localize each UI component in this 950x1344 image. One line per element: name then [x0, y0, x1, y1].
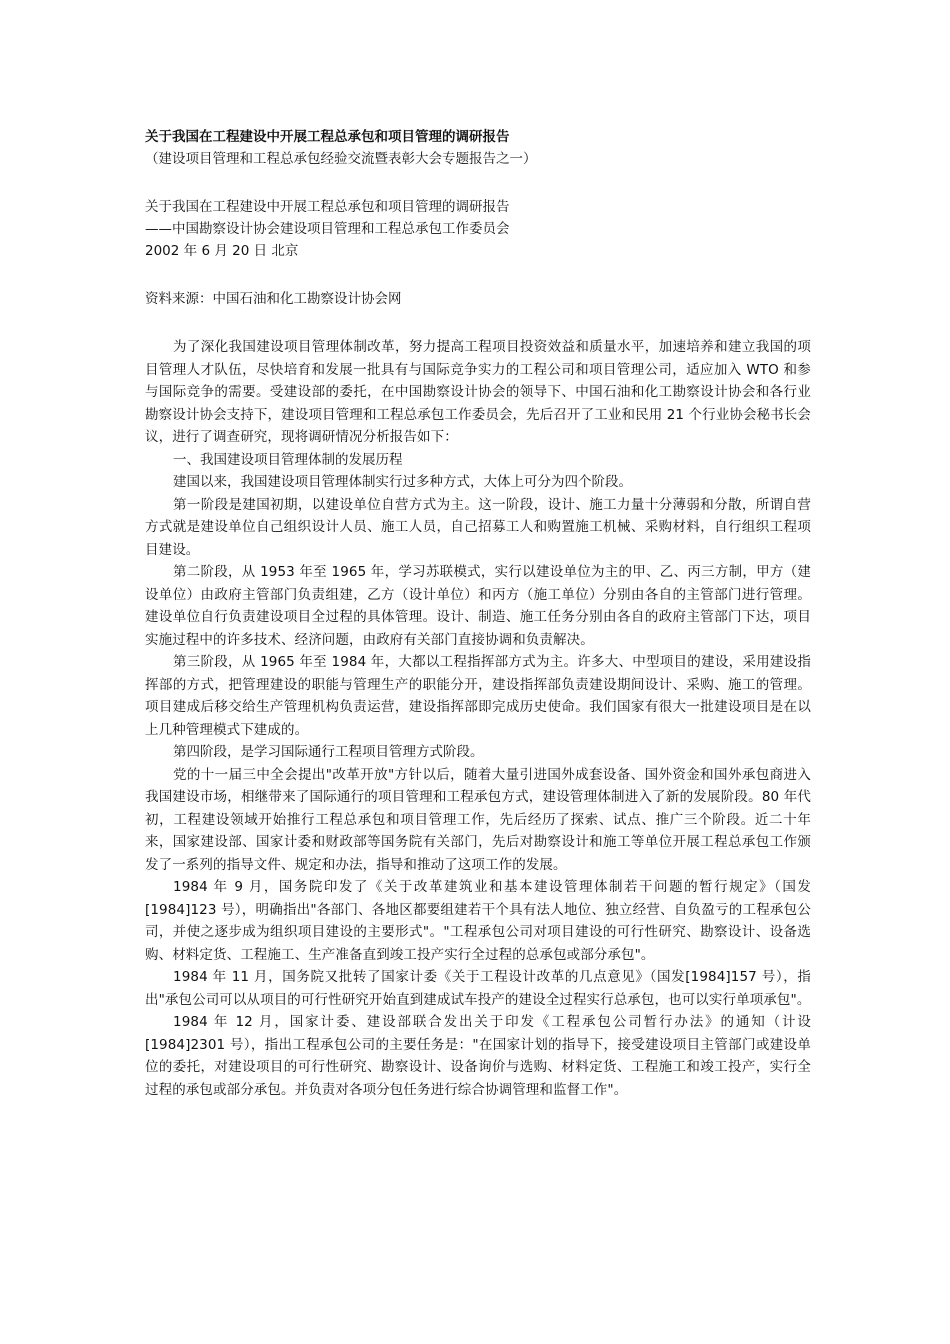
paragraph-intro: 为了深化我国建设项目管理体制改革，努力提高工程项目投资效益和质量水平，加速培养和建立我国的项目管理人才队伍，尽快培育和发展一批具有与国际竞争实力的工程公司和项目管理公司，适应加入 WTO 和参与国际竞争的需要。受建设部的委托，在中国勘察设计协会的领导下、中国石油和化工勘察设计协会和各行业勘察设计协会支持下，建设项目管理和工程总承包工作委员会，先后召开了工业和民用 21 个行业协会秘书长会议，进行了调查研究，现将调研情况分析报告如下： — [145, 339, 811, 445]
spacer — [145, 262, 811, 288]
paragraph-stage-3: 第三阶段，从 1965 年至 1984 年，大都以工程指挥部方式为主。许多大、中型项目的建设，采用建设指挥部的方式，把管理建设的职能与管理生产的职能分开，建设指挥部负责建设期间设计、采购、施工的管理。项目建成后移交给生产管理机构负责运营，建设指挥部即完成历史使命。我们国家有很大一批建设项目是在以上几种管理模式下建成的。 — [145, 654, 811, 738]
document-subtitle: （建设项目管理和工程总承包经验交流暨表彰大会专题报告之一） — [145, 151, 537, 167]
repeat-title: 关于我国在工程建设中开展工程总承包和项目管理的调研报告 — [145, 199, 510, 215]
paragraph-1984-nov: 1984 年 11 月，国务院又批转了国家计委《关于工程设计改革的几点意见》（国发[1984]157 号），指出"承包公司可以从项目的可行性研究开始直到建成试车投产的建设全过程实行总承包，也可以实行单项承包"。 — [145, 969, 811, 1008]
paragraph-reform: 党的十一届三中全会提出"改革开放"方针以后，随着大量引进国外成套设备、国外资金和国外承包商进入我国建设市场，相继带来了国际通行的项目管理和工程承包方式，建设管理体制进入了新的发展阶段。80 年代初，工程建设领域开始推行工程总承包和项目管理工作，先后经历了探索、试点、推广三个阶段。近二十年来，国家建设部、国家计委和财政部等国务院有关部门，先后对勘察设计和施工等单位开展工程总承包工作颁发了一系列的指导文件、规定和办法，指导和推动了这项工作的发展。 — [145, 766, 811, 873]
paragraph-1984-sep: 1984 年 9 月，国务院印发了《关于改革建筑业和基本建设管理体制若干问题的暂行规定》（国发[1984]123 号），明确指出"各部门、各地区都要组建若干个具有法人地位、独立经营、自负盈亏的工程承包公司，并使之逐步成为组织项目建设的主要形式"。"工程承包公司对项目建设的可行性研究、勘察设计、设备选购、材料定货、工程施工、生产准备直到竣工投产实行全过程的总承包或部分承包"。 — [145, 879, 811, 963]
date-place: 2002 年 6 月 20 日 北京 — [145, 243, 299, 259]
paragraph-overview: 建国以来，我国建设项目管理体制实行过多种方式，大体上可分为四个阶段。 — [173, 474, 632, 490]
source-line: 资料来源：中国石油和化工勘察设计协会网 — [145, 291, 402, 307]
paragraph-stage-1: 第一阶段是建国初期，以建设单位自营方式为主。这一阶段，设计、施工力量十分薄弱和分散，所谓自营方式就是建设单位自己组织设计人员、施工人员，自己招募工人和购置施工机械、采购材料，自行组织工程项目建设。 — [145, 496, 811, 558]
author-line: ——中国勘察设计协会建设项目管理和工程总承包工作委员会 — [145, 221, 510, 237]
document-page — [145, 126, 811, 1101]
paragraph-stage-4: 第四阶段，是学习国际通行工程项目管理方式阶段。 — [173, 744, 484, 760]
paragraph-stage-2: 第二阶段，从 1953 年至 1965 年，学习苏联模式，实行以建设单位为主的甲、乙、丙三方制，甲方（建设单位）由政府主管部门负责组建，乙方（设计单位）和丙方（施工单位）分别由各自的主管部门进行管理。建设单位自行负责建设项目全过程的具体管理。设计、制造、施工任务分别由各自的政府主管部门下达，项目实施过程中的许多技术、经济问题，由政府有关部门直接协调和负责解决。 — [145, 564, 811, 648]
spacer — [145, 170, 811, 196]
paragraph-1984-dec: 1984 年 12 月，国家计委、建设部联合发出关于印发《工程承包公司暂行办法》的通知（计设[1984]2301 号），指出工程承包公司的主要任务是："在国家计划的指导下，接受建设项目主管部门或建设单位的委托，对建设项目的可行性研究、勘察设计、设备询价与选购、材料定货、工程施工和竣工投产，实行全过程的承包或部分承包。并负责对各项分包任务进行综合协调管理和监督工作"。 — [145, 1014, 811, 1098]
section-heading: 一、我国建设项目管理体制的发展历程 — [173, 451, 403, 468]
spacer — [145, 310, 811, 336]
document-title: 关于我国在工程建设中开展工程总承包和项目管理的调研报告 — [145, 129, 510, 145]
